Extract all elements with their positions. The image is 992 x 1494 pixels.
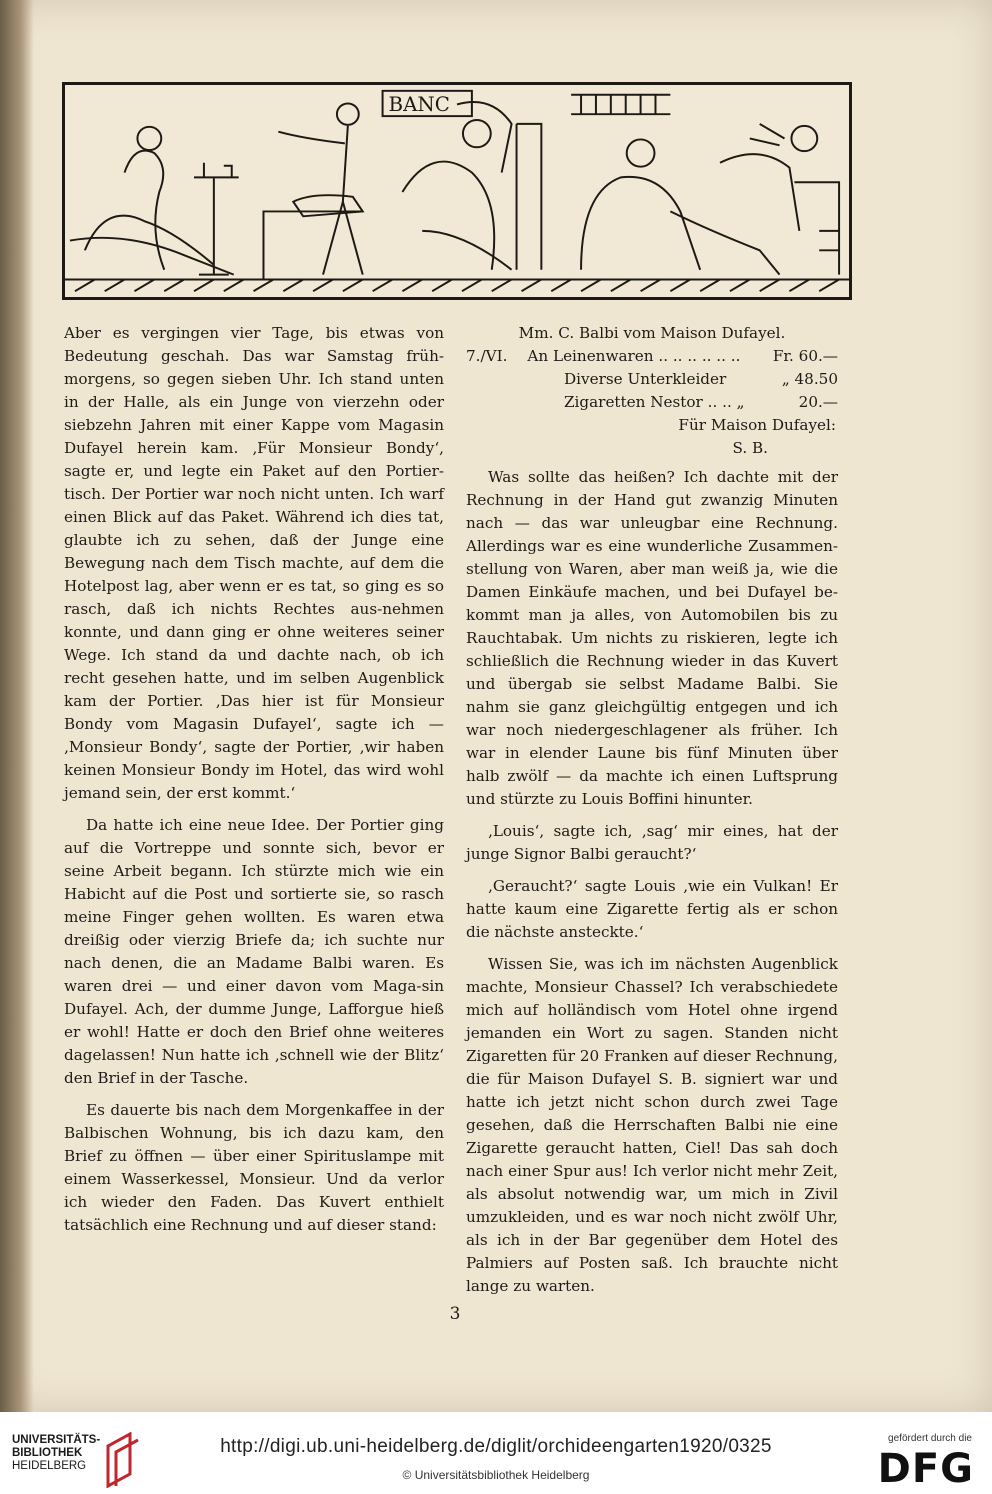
ink-drawing-icon — [65, 85, 849, 297]
invoice-item-price: 20.— — [798, 393, 838, 411]
invoice-item-label: Zigaretten Nestor .. .. „ — [564, 393, 745, 411]
invoice-item-price: „ 48.50 — [781, 370, 838, 388]
banc-sign-text: BANC — [388, 93, 450, 117]
paragraph: Was sollte das heißen? Ich dachte mit der Rechnung in der Hand gut zwanzig Minuten nach — das war unleugbar eine Rechnung. Allerdings war es eine wunderliche Zusammen-stellung von Waren, aber man weiß ja, wie die Damen Einkäufe machen, und bei Dufayel be-kommt man ja alles, von Automobilen bis zu Rauchtabak. Um nichts zu riskieren, legte ich schließlich die Rechnung wieder in das Kuvert und übergab sie selbst Madame Balbi. Sie nahm sie ganz gleichgültig entgegen und ich war noch niedergeschlagener als früher. Ich war in elender Laune bis fünf Minuten über halb zwölf — da machte ich einen Luftsprung und stürzte zu Louis Boffini hinunter. — [466, 468, 838, 808]
paragraph: Da hatte ich eine neue Idee. Der Portier ging auf die Vortreppe und sonnte sich, bevor er seine Arbeit begann. Ich stürzte mich wie ein Habicht auf die Post und sortierte sie, so rasch meine Finger gehen wollten. Es waren etwa dreißig oder vierzig Briefe da; ich suchte nur nach denen, die an Madame Balbi waren. Es waren drei — und einer davon vom Maga-sin Dufayel. Ach, der dumme Junge, Lafforgue hieß er wohl! Hatte er doch den Brief ohne weiteres dagelassen! Nun hatte ich ‚schnell wie der Blitz‘ den Brief in der Tasche. — [64, 816, 444, 1087]
page-number: 3 — [449, 1304, 461, 1324]
invoice-line-3 — [466, 391, 838, 414]
header-illustration — [62, 82, 852, 300]
invoice-date: 7./VI. — [466, 347, 508, 365]
right-column — [466, 322, 838, 1307]
invoice-signature-line: Für Maison Dufayel: — [678, 416, 836, 434]
paragraph: Aber es vergingen vier Tage, bis etwas von Bedeutung geschah. Das war Samstag früh-morgens, so gegen sieben Uhr. Ich stand unten in der Halle, als ein Junge von vierzehn oder siebzehn Jahren mit einer Kappe vom Magasin Dufayel herein kam. ‚Für Monsieur Bondy‘, sagte er, und legte ein Paket auf den Portier-tisch. Der Portier war noch nicht unten. Ich warf einen Blick auf das Paket. Während ich dies tat, glaubte ich zu sehen, daß der Junge eine Bewegung nach dem Tisch machte, auf dem die Hotelpost lag, aber wenn er es tat, so ging es so rasch, daß ich nichts Rechtes aus-nehmen konnte, und dann ging er ohne weiteres seiner Wege. Ich stand da und dachte nach, ob ich recht gesehen hatte, und im selben Augenblick kam der Portier. ‚Das hier ist für Monsieur Bondy vom Magasin Dufayel‘, sagte ich — ‚Monsieur Bondy‘, sagte der Portier, ‚wir haben keinen Monsieur Bondy im Hotel, das wird wohl jemand sein, der erst kommt.‘ — [64, 324, 444, 802]
left-column — [64, 322, 444, 1246]
permalink-url[interactable]: http://digi.ub.uni-heidelberg.de/diglit/orchideengarten1920/0325 — [220, 1436, 772, 1457]
invoice-item-label: An Leinenwaren .. .. .. .. .. .. — [527, 347, 741, 365]
footer-bar — [0, 1412, 992, 1494]
invoice-item-price: Fr. 60.— — [772, 347, 838, 365]
library-name-line2: BIBLIOTHEK — [12, 1447, 83, 1459]
invoice-signature: S. B. — [732, 439, 768, 457]
invoice-block — [466, 322, 838, 460]
invoice-line-1 — [466, 345, 838, 368]
paragraph: Wissen Sie, was ich im nächsten Augenblick machte, Monsieur Chassel? Ich verabschiedete mich auf holländisch vom Hotel ohne irgend jemanden ein Wort zu sagen. Standen nicht Zigaretten für 20 Franken auf dieser Rechnung, die für Maison Dufayel S. B. signiert war und hatte ich jetzt nicht schon durch zwei Tage gesehen, daß die Herrschaften Balbi nie eine Zigarette geraucht hatten, Ciel! Das sah doch nach einer Spur aus! Ich verlor nicht mehr Zeit, als absolut notwendig war, um mich in Zivil umzukleiden, und es war noch nicht zwölf Uhr, als ich in der Bar gegenüber dem Hotel des Palmiers auf Posten saß. Ich brauchte nicht lange zu warten. — [466, 955, 838, 1295]
funded-by-label: gefördert durch die — [888, 1433, 972, 1444]
paragraph: ‚Louis‘, sagte ich, ‚sag‘ mir eines, hat der junge Signor Balbi geraucht?‘ — [466, 822, 838, 863]
book-spine-shadow — [0, 0, 34, 1412]
invoice-line-2 — [466, 368, 838, 391]
copyright-notice: © Universitätsbibliothek Heidelberg — [402, 1468, 590, 1482]
invoice-header: Mm. C. Balbi vom Maison Dufayel. — [518, 324, 786, 342]
library-name-line3: HEIDELBERG — [12, 1460, 87, 1472]
paragraph: ‚Geraucht?‘ sagte Louis ‚wie ein Vulkan! Er hatte kaum eine Zigarette fertig als er schon die nächste ansteckte.‘ — [466, 877, 838, 941]
paragraph: Es dauerte bis nach dem Morgenkaffee in der Balbischen Wohnung, bis ich dazu kam, den Brief zu öffnen — über einer Spirituslampe mit einem Wasserkessel, Monsieur. Und da verlor ich wieder den Faden. Das Kuvert enthielt tatsächlich eine Rechnung und auf dieser stand: — [64, 1101, 444, 1234]
dfg-logo[interactable]: DFG — [877, 1446, 974, 1492]
invoice-item-label: Diverse Unterkleider — [564, 370, 727, 388]
library-name-line1: UNIVERSITÄTS- — [12, 1434, 101, 1446]
